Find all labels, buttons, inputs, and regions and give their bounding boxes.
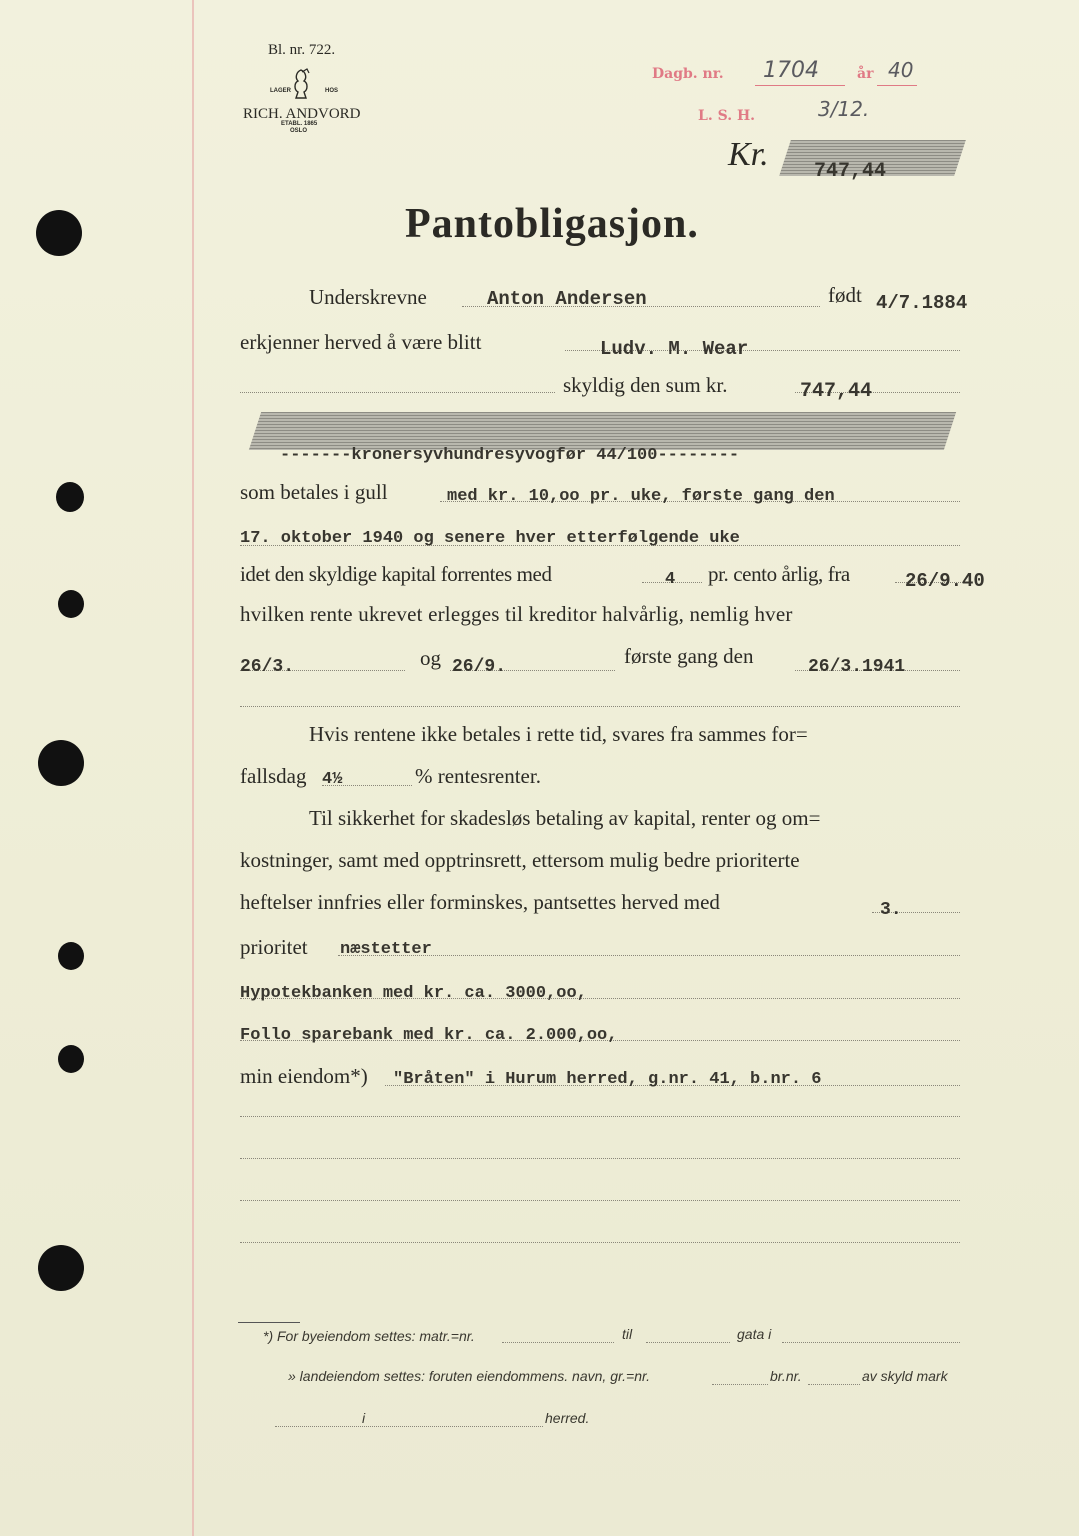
late-rate-suffix: % rentesrenter. (415, 764, 541, 788)
security-text-1: Til sikkerhet for skadesløs betaling av kapital, renter og om= (309, 806, 821, 830)
stamp-date: 3/12. (818, 97, 870, 121)
interest-label-a: idet den skyldige kapital forrentes med (240, 562, 552, 586)
security-text-2: kostninger, samt med opptrinsrett, ettersom mulig bedre prioriterte (240, 848, 800, 872)
interest-label-b: pr. cento årlig, fra (708, 562, 850, 586)
late-rate: 4½ (322, 770, 343, 789)
stamp-year-label: år (857, 66, 874, 82)
footnote-brnr: br.nr. (770, 1368, 802, 1384)
words-hatch (249, 412, 956, 450)
amount-in-words: -------kronersyvhundresyvogfør 44/100-------- (280, 446, 740, 465)
punch-hole (38, 1245, 84, 1291)
footnote-matr-line (502, 1342, 614, 1343)
punch-hole (58, 1045, 84, 1073)
publisher-logo-icon (290, 68, 312, 100)
debtor-label: Underskrevne (309, 285, 427, 309)
footnote-i-line (275, 1426, 543, 1427)
stamp-journal-line (755, 85, 845, 86)
footnote-til: til (622, 1326, 633, 1342)
amount-value: 747,44 (814, 160, 887, 183)
amount-label: Kr. (728, 136, 769, 173)
footnote-herred: herred. (545, 1410, 590, 1426)
footnote-rule (238, 1322, 300, 1323)
born-date: 4/7.1884 (876, 292, 968, 314)
footnote-gata-line (782, 1342, 960, 1343)
punch-hole (58, 942, 84, 970)
lien-2: Follo sparebank med kr. ca. 2.000,oo, (240, 1026, 618, 1045)
stamp-journal-label: Dagb. nr. (652, 66, 724, 82)
stamp-year-line (877, 85, 917, 86)
and-label: og (420, 646, 441, 670)
footnote-city: *) For byeiendom settes: matr.=nr. (263, 1328, 475, 1344)
creditor-label: erkjenner herved å være blitt (240, 330, 482, 354)
footnote-i: i (362, 1410, 366, 1426)
punch-hole (58, 590, 84, 618)
debtor-name: Anton Andersen (487, 288, 647, 310)
footnote-til-line (646, 1342, 730, 1343)
interest-date2: 26/9. (452, 657, 507, 677)
footnote-country: » landeiendom settes: foruten eiendommens. navn, gr.=nr. (288, 1368, 651, 1384)
stamp-year: 40 (888, 58, 914, 82)
footnote-gata: gata i (737, 1326, 772, 1342)
form-number: Bl. nr. 722. (268, 42, 336, 58)
fallsdag-label: fallsdag (240, 764, 307, 788)
sum-label: skyldig den sum kr. (563, 373, 728, 397)
late-interest-text: Hvis rentene ikke betales i rette tid, svares fra sammes for= (309, 722, 808, 746)
property-value: "Bråten" i Hurum herred, g.nr. 41, b.nr. 6 (393, 1070, 822, 1089)
blank-line-2 (240, 1158, 960, 1159)
property-label: min eiendom*) (240, 1064, 368, 1088)
punch-hole (56, 482, 84, 512)
footnote-grnr-line (712, 1384, 768, 1385)
creditor-name: Ludv. M. Wear (600, 338, 749, 360)
payment-terms-2: 17. oktober 1940 og senere hver etterfølgende uke (240, 529, 740, 548)
blank-line-4 (240, 1242, 960, 1243)
interest-date1: 26/3. (240, 657, 295, 677)
document-title: Pantobligasjon. (405, 201, 699, 247)
stamp-office: L. S. H. (698, 108, 756, 124)
publisher-city: OSLO (290, 128, 308, 134)
punch-hole (36, 210, 82, 256)
publisher-name: RICH. ANDVORD (243, 106, 361, 122)
blank-line-1 (240, 1116, 960, 1117)
footnote-brnr-line (808, 1384, 860, 1385)
sum-prefix-line (240, 392, 555, 393)
publisher-lager: LAGER (270, 88, 291, 94)
security-text-3: heftelser innfries eller forminskes, pantsettes herved med (240, 890, 720, 914)
priority-label: prioritet (240, 935, 308, 959)
born-label: født (828, 283, 862, 307)
sum-value: 747,44 (800, 380, 873, 403)
payment-terms: med kr. 10,oo pr. uke, første gang den (447, 487, 835, 506)
footnote-skyld: av skyld mark (862, 1368, 948, 1384)
lien-1: Hypotekbanken med kr. ca. 3000,oo, (240, 984, 587, 1003)
payment-label: som betales i gull (240, 480, 388, 504)
blank-line-3 (240, 1200, 960, 1201)
publisher-est: ETABL. 1865 (281, 121, 318, 127)
interest-rate: 4 (665, 570, 676, 589)
first-label: første gang den (624, 644, 754, 668)
interest-from-date: 26/9.40 (905, 570, 985, 592)
first-interest-date: 26/3.1941 (808, 657, 906, 677)
priority-number: 3. (880, 900, 902, 920)
publisher-hos: HOS (325, 88, 339, 94)
interest-terms: hvilken rente ukrevet erlegges til kreditor halvårlig, nemlig hver (240, 602, 793, 626)
stamp-journal-number: 1704 (763, 58, 819, 83)
punch-hole (38, 740, 84, 786)
margin-rule (192, 0, 194, 1536)
separator-line (240, 706, 960, 707)
priority-value: næstetter (340, 940, 432, 959)
